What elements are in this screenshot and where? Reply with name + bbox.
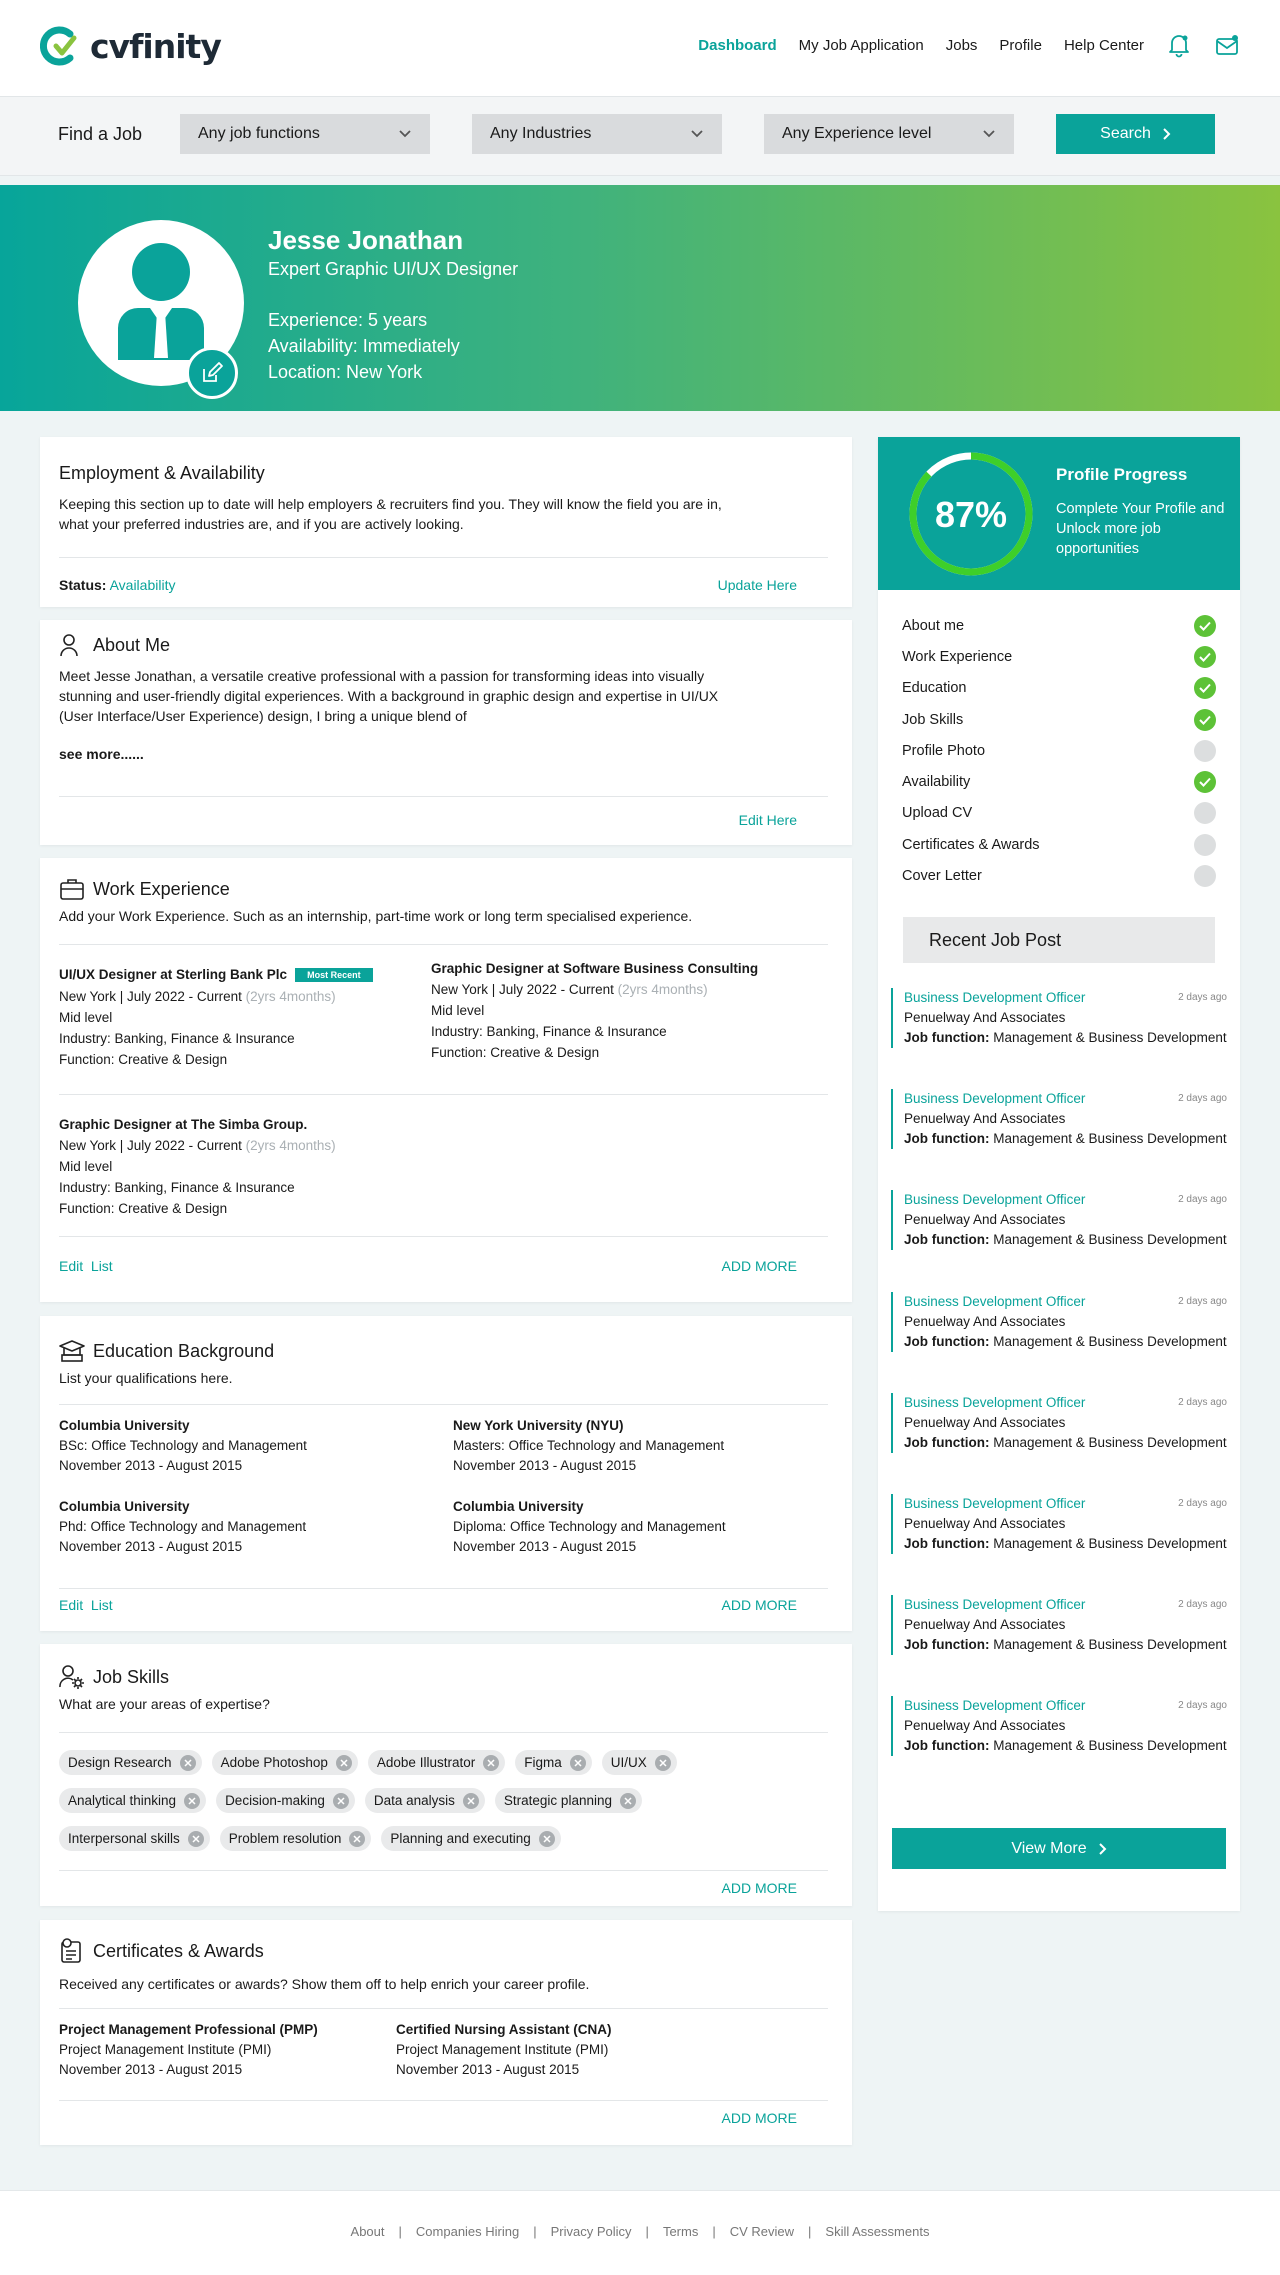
job-post-company: Penuelway And Associates	[904, 1313, 1066, 1329]
sidebar	[878, 437, 1240, 1911]
education-dates: November 2013 - August 2015	[59, 1458, 243, 1473]
education-item[interactable]	[59, 1416, 307, 1476]
progress-text: Complete Your Profile and Unlock more job opportunities	[1056, 501, 1225, 557]
remove-skill-icon[interactable]	[570, 1755, 586, 1771]
profile-checklist	[902, 610, 1216, 892]
work-item-level: Mid level	[431, 1003, 485, 1018]
job-post-title[interactable]: Business Development Officer	[904, 1091, 1086, 1107]
remove-skill-icon[interactable]	[333, 1793, 349, 1809]
work-add-more-link[interactable]: ADD MORE	[721, 1258, 797, 1274]
work-item-industry: Industry: Banking, Finance & Insurance	[431, 1024, 667, 1039]
work-item-duration: (2yrs 4months)	[617, 982, 708, 997]
education-school: Columbia University	[453, 1499, 584, 1514]
education-dates: November 2013 - August 2015	[453, 1539, 637, 1554]
check-complete-icon	[1194, 709, 1216, 731]
job-function-value: Management & Business Development	[993, 1131, 1227, 1147]
certificate-icon	[59, 1938, 85, 1964]
education-degree: Phd: Office Technology and Management	[59, 1519, 307, 1534]
profile-availability: Availability: Immediately	[268, 336, 460, 356]
employment-title: Employment & Availability	[59, 463, 265, 483]
education-degree: BSc: Office Technology and Management	[59, 1438, 307, 1453]
edit-pencil-icon	[200, 361, 224, 385]
recent-job-item[interactable]	[891, 988, 1227, 1048]
skill-chip-label: Analytical thinking	[68, 1793, 177, 1808]
job-skills-card	[40, 1644, 852, 1906]
skills-add-more-link[interactable]: ADD MORE	[721, 1880, 797, 1896]
work-title: Work Experience	[93, 878, 230, 899]
job-post-date: 2 days ago	[1178, 1599, 1227, 1611]
remove-skill-icon[interactable]	[620, 1793, 636, 1809]
nav-help-center[interactable]: Help Center	[1063, 36, 1144, 54]
work-item-industry: Industry: Banking, Finance & Insurance	[59, 1031, 295, 1046]
job-post-date: 2 days ago	[1178, 1295, 1227, 1307]
job-function-label: Job function:	[904, 1131, 990, 1147]
job-post-company: Penuelway And Associates	[904, 1111, 1066, 1127]
check-complete-icon	[1194, 646, 1216, 668]
check-complete-icon	[1194, 677, 1216, 699]
skill-chip[interactable]	[368, 1750, 505, 1775]
industries-value: Any Industries	[490, 125, 592, 142]
job-search-bar	[0, 96, 1280, 176]
work-item-title: Graphic Designer at Software Business Consulting	[431, 961, 759, 976]
job-function-value: Management & Business Development	[993, 1738, 1227, 1754]
recent-job-item[interactable]	[891, 1696, 1227, 1756]
recent-job-item[interactable]	[891, 1190, 1227, 1250]
job-post-date: 2 days ago	[1178, 1093, 1227, 1105]
job-function-value: Management & Business Development	[993, 1333, 1227, 1349]
education-school: Columbia University	[59, 1499, 190, 1514]
skill-chip[interactable]	[59, 1826, 210, 1851]
work-item-industry: Industry: Banking, Finance & Insurance	[59, 1180, 295, 1195]
footer-link[interactable]: CV Review	[729, 2224, 795, 2239]
job-post-title[interactable]: Business Development Officer	[904, 1394, 1086, 1410]
job-post-company: Penuelway And Associates	[904, 1414, 1066, 1430]
remove-skill-icon[interactable]	[463, 1793, 479, 1809]
update-here-link[interactable]: Update Here	[717, 577, 797, 593]
certificate-item[interactable]	[396, 2020, 612, 2080]
work-description: Add your Work Experience. Such as an internship, part-time work or long term specialised experience.	[59, 908, 693, 924]
education-description: List your qualifications here.	[59, 1370, 233, 1386]
certificate-issuer: Project Management Institute (PMI)	[396, 2042, 609, 2057]
job-post-date: 2 days ago	[1178, 1396, 1227, 1408]
bell-icon[interactable]	[1166, 32, 1192, 58]
job-post-title[interactable]: Business Development Officer	[904, 1597, 1086, 1613]
user-icon	[59, 632, 85, 658]
education-edit-link[interactable]: Edit	[59, 1597, 84, 1613]
chevron-down-icon	[398, 127, 412, 141]
education-school: New York University (NYU)	[453, 1418, 624, 1433]
certificate-dates: November 2013 - August 2015	[396, 2062, 580, 2077]
job-function-label: Job function:	[904, 1333, 990, 1349]
job-post-title[interactable]: Business Development Officer	[904, 1192, 1086, 1208]
remove-skill-icon[interactable]	[483, 1755, 499, 1771]
education-card	[40, 1316, 852, 1631]
certificates-title-row	[59, 1938, 828, 1964]
divider	[59, 2008, 828, 2009]
education-item[interactable]	[59, 1497, 306, 1557]
employment-description: Keeping this section up to date will help employers & recruiters find you. They will know the field you are in, what your preferred industries are, and if you are actively looking.	[59, 496, 722, 532]
education-title: Education Background	[93, 1340, 275, 1361]
search-button[interactable]	[1056, 114, 1215, 154]
checklist-item-label: Job Skills	[902, 711, 964, 728]
about-title-row	[59, 632, 828, 658]
chevron-right-icon	[1097, 1843, 1107, 1855]
footer-link[interactable]: About	[350, 2224, 385, 2239]
work-item[interactable]	[431, 958, 758, 1063]
job-function-label: Job function:	[904, 1637, 990, 1653]
divider	[59, 1094, 828, 1095]
checklist-item-label: Work Experience	[902, 648, 1013, 665]
nav-jobs[interactable]: Jobs	[945, 36, 978, 54]
skills-title: Job Skills	[93, 1666, 170, 1687]
skill-chip[interactable]	[495, 1788, 642, 1813]
experience-value: Any Experience level	[782, 125, 932, 142]
education-edit-list	[59, 1597, 113, 1613]
certificates-description: Received any certificates or awards? Show them off to help enrich your career profile.	[59, 1976, 590, 1992]
work-experience-card	[40, 858, 852, 1302]
certificates-card	[40, 1920, 852, 2145]
skill-chip[interactable]	[515, 1750, 592, 1775]
nav-my-job-application[interactable]: My Job Application	[798, 36, 924, 54]
skill-chip-label: Adobe Illustrator	[376, 1755, 476, 1770]
experience-select[interactable]	[764, 114, 1014, 154]
job-post-company: Penuelway And Associates	[904, 1617, 1066, 1633]
checklist-item[interactable]	[902, 735, 1216, 766]
edit-photo-button[interactable]	[186, 347, 238, 399]
divider	[59, 1236, 828, 1237]
job-post-company: Penuelway And Associates	[904, 1516, 1066, 1531]
status-label: Status:	[59, 577, 107, 593]
checklist-item[interactable]	[902, 798, 1216, 829]
profile-hero	[0, 185, 1280, 411]
status-value: Availability	[109, 577, 176, 593]
skill-chip-label: Planning and executing	[390, 1831, 531, 1846]
checklist-item-label: About me	[902, 617, 965, 634]
graduation-cap-icon	[59, 1338, 85, 1364]
job-post-title[interactable]: Business Development Officer	[904, 1293, 1086, 1309]
mail-icon[interactable]	[1214, 32, 1240, 58]
footer-separator: |	[533, 2224, 537, 2239]
work-item-function: Function: Creative & Design	[59, 1052, 228, 1067]
view-more-button[interactable]	[892, 1828, 1226, 1869]
checklist-item-label: Cover Letter	[902, 868, 982, 885]
certificate-issuer: Project Management Institute (PMI)	[59, 2042, 272, 2057]
certificates-add-more-link[interactable]: ADD MORE	[721, 2110, 797, 2126]
profile-experience: Experience: 5 years	[268, 310, 428, 330]
work-edit-list	[59, 1258, 113, 1274]
work-item-title: UI/UX Designer at Sterling Bank Plc	[59, 967, 288, 982]
skill-chip-label: Decision-making	[225, 1793, 325, 1808]
profile-details	[268, 307, 460, 385]
employment-card	[40, 437, 852, 607]
job-function-value: Management & Business Development	[993, 1030, 1227, 1045]
checklist-item[interactable]	[902, 860, 1216, 891]
job-function-value: Management & Business Development	[993, 1536, 1227, 1551]
education-title-row	[59, 1338, 828, 1364]
certificate-item[interactable]	[59, 2020, 318, 2080]
checklist-item-label: Education	[902, 680, 967, 697]
work-item-dates: New York | July 2022 - Current	[59, 989, 242, 1004]
footer-links	[0, 2224, 1280, 2239]
checklist-item[interactable]	[902, 704, 1216, 735]
checklist-item[interactable]	[902, 610, 1216, 641]
footer-link[interactable]: Companies Hiring	[415, 2224, 520, 2239]
remove-skill-icon[interactable]	[180, 1755, 196, 1771]
recent-job-item[interactable]	[891, 1595, 1227, 1655]
top-header	[0, 0, 1280, 96]
main-nav	[698, 32, 1240, 58]
job-post-company: Penuelway And Associates	[904, 1718, 1066, 1734]
certificates-title: Certificates & Awards	[93, 1940, 264, 1961]
education-add-more-link[interactable]: ADD MORE	[721, 1597, 797, 1613]
brand-logo[interactable]	[40, 26, 221, 66]
footer-link[interactable]: Terms	[662, 2224, 699, 2239]
checklist-item-label: Profile Photo	[902, 742, 986, 759]
work-item-function: Function: Creative & Design	[59, 1201, 228, 1216]
skill-chip[interactable]	[365, 1788, 485, 1813]
see-more-link[interactable]: see more......	[59, 746, 144, 762]
work-item-function: Function: Creative & Design	[431, 1045, 600, 1060]
job-functions-value: Any job functions	[198, 125, 320, 142]
skill-chip-label: Data analysis	[373, 1793, 455, 1808]
checklist-item-label: Availability	[902, 774, 971, 791]
logo-mark-icon	[40, 26, 88, 66]
divider	[59, 1404, 828, 1405]
remove-skill-icon[interactable]	[188, 1831, 204, 1847]
work-item-title: Graphic Designer at The Simba Group.	[59, 1117, 308, 1132]
divider	[59, 2100, 828, 2101]
remove-skill-icon[interactable]	[655, 1755, 671, 1771]
footer-separator: |	[808, 2224, 812, 2239]
skills-title-row	[59, 1664, 828, 1690]
job-post-date: 2 days ago	[1178, 1194, 1227, 1206]
job-functions-select[interactable]	[180, 114, 430, 154]
job-post-date: 2 days ago	[1178, 1498, 1227, 1509]
work-item[interactable]	[59, 964, 373, 1070]
divider	[59, 1588, 828, 1589]
remove-skill-icon[interactable]	[184, 1793, 200, 1809]
footer-link[interactable]: Privacy Policy	[550, 2224, 632, 2239]
job-post-title[interactable]: Business Development Officer	[904, 1496, 1086, 1511]
industries-select[interactable]	[472, 114, 722, 154]
divider	[59, 944, 828, 945]
profile-title: Expert Graphic UI/UX Designer	[268, 259, 519, 279]
skill-chip-row	[59, 1826, 819, 1851]
job-function-label: Job function:	[904, 1536, 990, 1551]
education-dates: November 2013 - August 2015	[453, 1458, 637, 1473]
job-post-company: Penuelway And Associates	[904, 1212, 1066, 1228]
skill-chip-label: Interpersonal skills	[68, 1831, 180, 1846]
check-pending-icon	[1194, 802, 1216, 824]
checklist-item[interactable]	[902, 641, 1216, 672]
skill-chip-label: Design Research	[68, 1755, 172, 1770]
skill-chip-row	[59, 1750, 819, 1775]
checklist-item[interactable]	[902, 766, 1216, 797]
nav-dashboard[interactable]: Dashboard	[698, 36, 777, 54]
skill-chip-label: Problem resolution	[228, 1831, 342, 1846]
find-job-label: Find a Job	[58, 124, 143, 144]
checklist-item-label: Upload CV	[902, 805, 973, 822]
skill-chip-row	[59, 1788, 819, 1813]
remove-skill-icon[interactable]	[336, 1755, 352, 1771]
edit-here-link[interactable]: Edit Here	[738, 812, 797, 828]
remove-skill-icon[interactable]	[539, 1831, 555, 1847]
progress-ring	[906, 449, 1036, 579]
skill-chip[interactable]	[602, 1750, 677, 1775]
certificate-name: Certified Nursing Assistant (CNA)	[396, 2022, 612, 2037]
skill-chip[interactable]	[220, 1826, 372, 1851]
work-edit-link[interactable]: Edit	[59, 1258, 84, 1274]
job-post-company: Penuelway And Associates	[904, 1010, 1066, 1025]
job-post-date: 2 days ago	[1178, 1700, 1227, 1712]
job-function-value: Management & Business Development	[993, 1232, 1227, 1248]
profile-progress-panel	[878, 437, 1240, 590]
work-list-link[interactable]: List	[90, 1258, 113, 1274]
recent-job-item[interactable]	[891, 1494, 1227, 1554]
recent-job-item[interactable]	[891, 1292, 1227, 1352]
skill-chip[interactable]	[216, 1788, 355, 1813]
work-item-duration: (2yrs 4months)	[245, 1138, 336, 1153]
check-pending-icon	[1194, 834, 1216, 856]
progress-title: Profile Progress	[1056, 465, 1188, 484]
certificate-dates: November 2013 - August 2015	[59, 2062, 243, 2077]
skills-chip-list	[59, 1750, 819, 1864]
work-item-level: Mid level	[59, 1159, 113, 1174]
view-more-label: View More	[1011, 1839, 1087, 1857]
certificate-name: Project Management Professional (PMP)	[59, 2022, 318, 2037]
checklist-item[interactable]	[902, 673, 1216, 704]
skill-chip-label: Figma	[524, 1755, 562, 1770]
job-function-label: Job function:	[904, 1232, 990, 1248]
briefcase-icon	[59, 876, 85, 902]
chevron-right-icon	[1161, 128, 1171, 140]
checklist-item[interactable]	[902, 829, 1216, 860]
job-post-title[interactable]: Business Development Officer	[904, 1698, 1086, 1714]
work-item-duration: (2yrs 4months)	[245, 989, 336, 1004]
education-item[interactable]	[453, 1497, 726, 1557]
work-item-dates: New York | July 2022 - Current	[59, 1138, 242, 1153]
job-function-label: Job function:	[904, 1738, 990, 1754]
check-complete-icon	[1194, 615, 1216, 637]
job-post-title[interactable]: Business Development Officer	[904, 990, 1086, 1005]
chevron-down-icon	[690, 127, 704, 141]
recent-job-post-title: Recent Job Post	[903, 917, 1215, 963]
job-function-value: Management & Business Development	[993, 1434, 1227, 1450]
footer-separator: |	[398, 2224, 402, 2239]
job-function-value: Management & Business Development	[993, 1637, 1227, 1653]
job-function-label: Job function:	[904, 1030, 990, 1045]
work-item-dates: New York | July 2022 - Current	[431, 982, 614, 997]
recent-job-item[interactable]	[891, 1393, 1227, 1453]
check-pending-icon	[1194, 740, 1216, 762]
about-card	[40, 620, 852, 845]
education-item[interactable]	[453, 1416, 724, 1476]
skills-description: What are your areas of expertise?	[59, 1696, 270, 1712]
footer-separator: |	[712, 2224, 716, 2239]
divider	[59, 1870, 828, 1871]
most-recent-badge: Most Recent	[295, 968, 373, 982]
job-function-label: Job function:	[904, 1434, 990, 1450]
divider	[59, 796, 828, 797]
skill-chip-label: Strategic planning	[503, 1793, 612, 1808]
check-pending-icon	[1194, 865, 1216, 887]
skill-chip[interactable]	[381, 1826, 560, 1851]
footer	[0, 2190, 1280, 2275]
education-degree: Diploma: Office Technology and Management	[453, 1519, 726, 1534]
chevron-down-icon	[982, 127, 996, 141]
search-button-label: Search	[1100, 125, 1151, 142]
about-title: About Me	[93, 634, 171, 655]
remove-skill-icon[interactable]	[349, 1831, 365, 1847]
work-item[interactable]	[59, 1114, 336, 1219]
skill-chip[interactable]	[59, 1788, 206, 1813]
education-degree: Masters: Office Technology and Management	[453, 1438, 725, 1453]
work-title-row	[59, 876, 828, 902]
user-gear-icon	[59, 1664, 85, 1690]
footer-link[interactable]: Skill Assessments	[825, 2224, 930, 2239]
nav-profile[interactable]: Profile	[999, 36, 1042, 54]
education-school: Columbia University	[59, 1418, 190, 1433]
skill-chip-label: Adobe Photoshop	[220, 1755, 328, 1770]
education-list-link[interactable]: List	[90, 1597, 113, 1613]
divider	[59, 557, 828, 558]
skill-chip[interactable]	[59, 1750, 202, 1775]
skill-chip-label: UI/UX	[610, 1755, 647, 1770]
progress-percent: 87%	[934, 494, 1008, 535]
about-text: Meet Jesse Jonathan, a versatile creative professional with a passion for transforming ideas into visually stunning and user-friendly digital experiences. With a background in graphic design and expertise in UI/UX (User Interface/User Experience) design, I bring a unique blend of	[59, 668, 719, 724]
checklist-item-label: Certificates & Awards	[902, 836, 1040, 853]
divider	[59, 1732, 828, 1733]
check-complete-icon	[1194, 771, 1216, 793]
education-dates: November 2013 - August 2015	[59, 1539, 243, 1554]
skill-chip[interactable]	[212, 1750, 358, 1775]
job-post-date: 2 days ago	[1178, 992, 1227, 1003]
profile-location: Location: New York	[268, 362, 423, 382]
recent-job-item[interactable]	[891, 1089, 1227, 1149]
logo-text: cvfinity	[90, 26, 221, 66]
profile-name: Jesse Jonathan	[268, 225, 464, 255]
work-item-level: Mid level	[59, 1010, 113, 1025]
footer-separator: |	[645, 2224, 649, 2239]
